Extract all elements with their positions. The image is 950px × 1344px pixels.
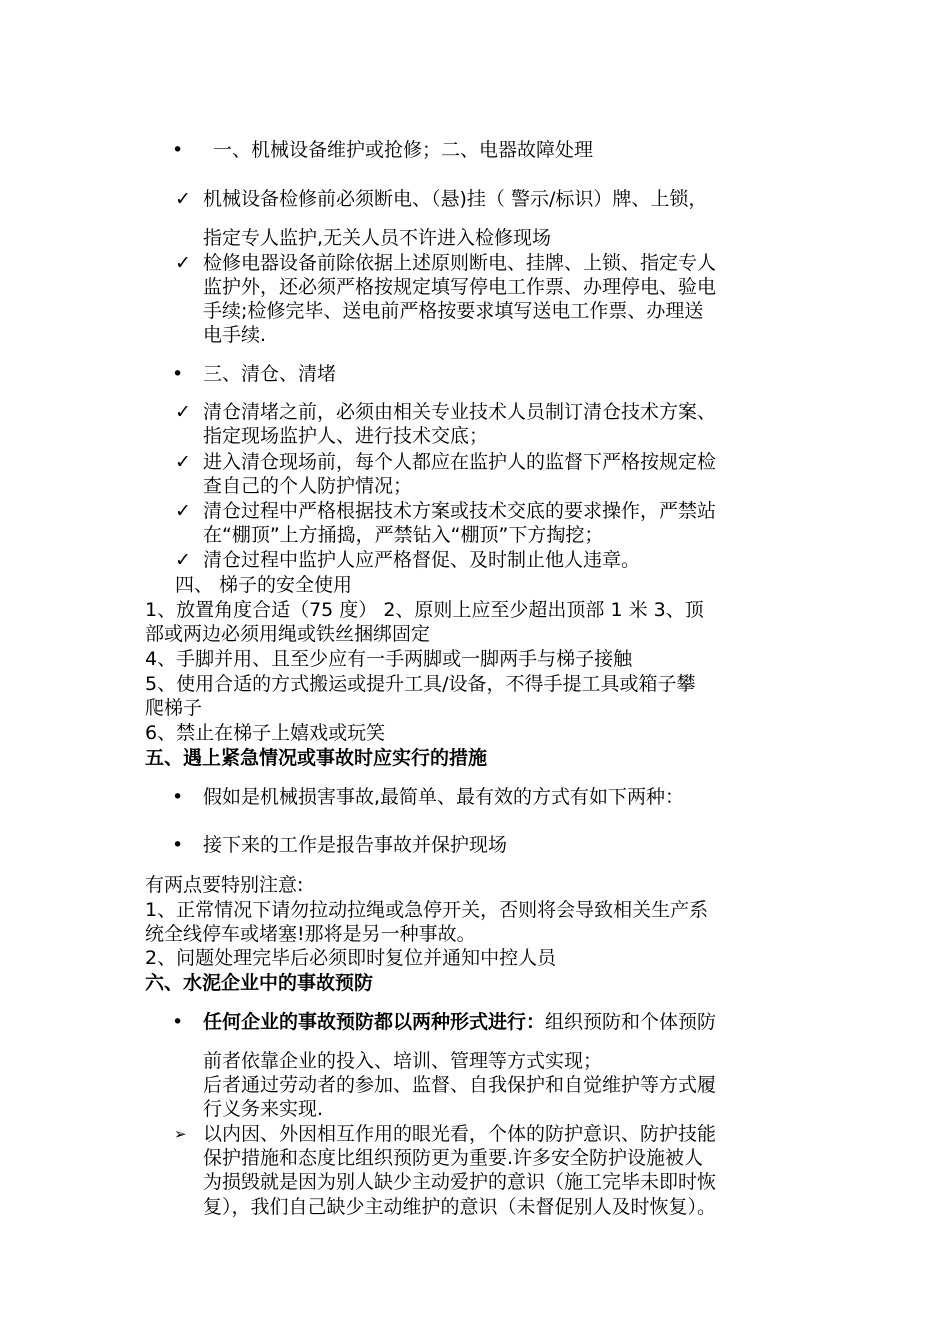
paragraph-line: 1、正常情况下请勿拉动拉绳或急停开关，否则将会导致相关生产系 <box>145 899 709 921</box>
section-heading-clean: 三、清仓、清堵 <box>203 363 337 385</box>
paragraph-line: 清仓清堵之前，必须由相关专业技术人员制订清仓技术方案、 <box>203 401 717 423</box>
checkmark-icon: ✓ <box>175 500 191 522</box>
paragraph-line: 手续;检修完毕、送电前严格按要求填写送电工作票、办理送 <box>203 300 704 322</box>
paragraph-line: 在“棚顶”上方捅捣，严禁钻入“棚顶”下方掏挖； <box>203 524 604 546</box>
bullet-icon: • <box>172 786 184 808</box>
paragraph-line: 复），我们自己缺少主动维护的意识（未督促别人及时恢复）。 <box>203 1196 717 1218</box>
paragraph-line: 部或两边必须用绳或铁丝捆绑固定 <box>145 623 431 645</box>
section-heading-ladder: 四、 梯子的安全使用 <box>175 574 353 596</box>
paragraph-line: 前者依靠企业的投入、培训、管理等方式实现； <box>203 1050 603 1072</box>
checkmark-icon: ✓ <box>175 549 191 571</box>
paragraph-line: 4、手脚并用、且至少应有一手两脚或一脚两手与梯子接触 <box>145 648 633 670</box>
prevention-bullet-bold: 任何企业的事故预防都以两种形式进行： <box>203 1011 546 1033</box>
bullet-icon: • <box>172 1011 184 1033</box>
paragraph-line: 以内因、外因相互作用的眼光看，个体的防护意识、防护技能 <box>203 1123 717 1145</box>
paragraph-line: 机械设备检修前必须断电、（悬)挂（ 警示/标识）牌、上锁， <box>203 188 708 210</box>
paragraph-line: 进入清仓现场前，每个人都应在监护人的监督下严格按规定检 <box>203 451 717 473</box>
paragraph-line: 爬梯子 <box>145 697 203 719</box>
checkmark-icon: ✓ <box>175 188 191 210</box>
section-heading-machine: 一、机械设备维护或抢修；二、电器故障处理 <box>213 139 594 161</box>
paragraph-line: 统全线停车或堵塞!那将是另一种事故。 <box>145 923 476 945</box>
paragraph-line: 清仓过程中严格根据技术方案或技术交底的要求操作，严禁站 <box>203 500 717 522</box>
paragraph-line: 1、放置角度合适（75 度） 2、原则上应至少超出顶部 1 米 3、顶 <box>145 599 704 621</box>
paragraph-line: 保护措施和态度比组织预防更为重要.许多安全防护设施被人 <box>203 1147 704 1169</box>
paragraph-line: 接下来的工作是报告事故并保护现场 <box>203 834 508 856</box>
checkmark-icon: ✓ <box>175 451 191 473</box>
section-heading-emergency: 五、遇上紧急情况或事故时应实行的措施 <box>145 747 488 769</box>
paragraph-line: 查自己的个人防护情况； <box>203 475 413 497</box>
section-heading-prevention: 六、水泥企业中的事故预防 <box>145 972 374 994</box>
arrow-bullet-icon: ➢ <box>174 1125 187 1143</box>
bullet-icon: • <box>172 834 184 856</box>
paragraph-line: 有两点要特别注意: <box>145 874 304 896</box>
paragraph-line: 指定现场监护人、进行技术交底； <box>203 425 489 447</box>
prevention-bullet-rest: 组织预防和个体预防 <box>545 1011 717 1033</box>
checkmark-icon: ✓ <box>175 252 191 274</box>
paragraph-line: 6、禁止在梯子上嬉戏或玩笑 <box>145 722 386 744</box>
paragraph-line: 清仓过程中监护人应严格督促、及时制止他人违章。 <box>203 549 641 571</box>
paragraph-line: 为损毁就是因为别人缺少主动爱护的意识（施工完毕未即时恢 <box>203 1171 717 1193</box>
paragraph-line: 检修电器设备前除依据上述原则断电、挂牌、上锁、指定专人 <box>203 252 717 274</box>
paragraph-line: 监护外，还必须严格按规定填写停电工作票、办理停电、验电 <box>203 276 717 298</box>
paragraph-line: 指定专人监护,无关人员不许进入检修现场 <box>203 227 552 249</box>
bullet-icon: • <box>172 363 184 385</box>
bullet-icon: • <box>172 139 184 161</box>
paragraph-line: 2、问题处理完毕后必须即时复位并通知中控人员 <box>145 947 557 969</box>
paragraph-line: 行义务来实现. <box>203 1098 324 1120</box>
paragraph-line: 后者通过劳动者的参加、监督、自我保护和自觉维护等方式履 <box>203 1074 717 1096</box>
prevention-bullet <box>203 1010 716 1034</box>
paragraph-line: 假如是机械损害事故,最简单、最有效的方式有如下两种： <box>203 786 685 808</box>
checkmark-icon: ✓ <box>175 401 191 423</box>
paragraph-line: 5、使用合适的方式搬运或提升工具/设备，不得手提工具或箱子攀 <box>145 673 696 695</box>
paragraph-line: 电手续. <box>203 324 267 346</box>
